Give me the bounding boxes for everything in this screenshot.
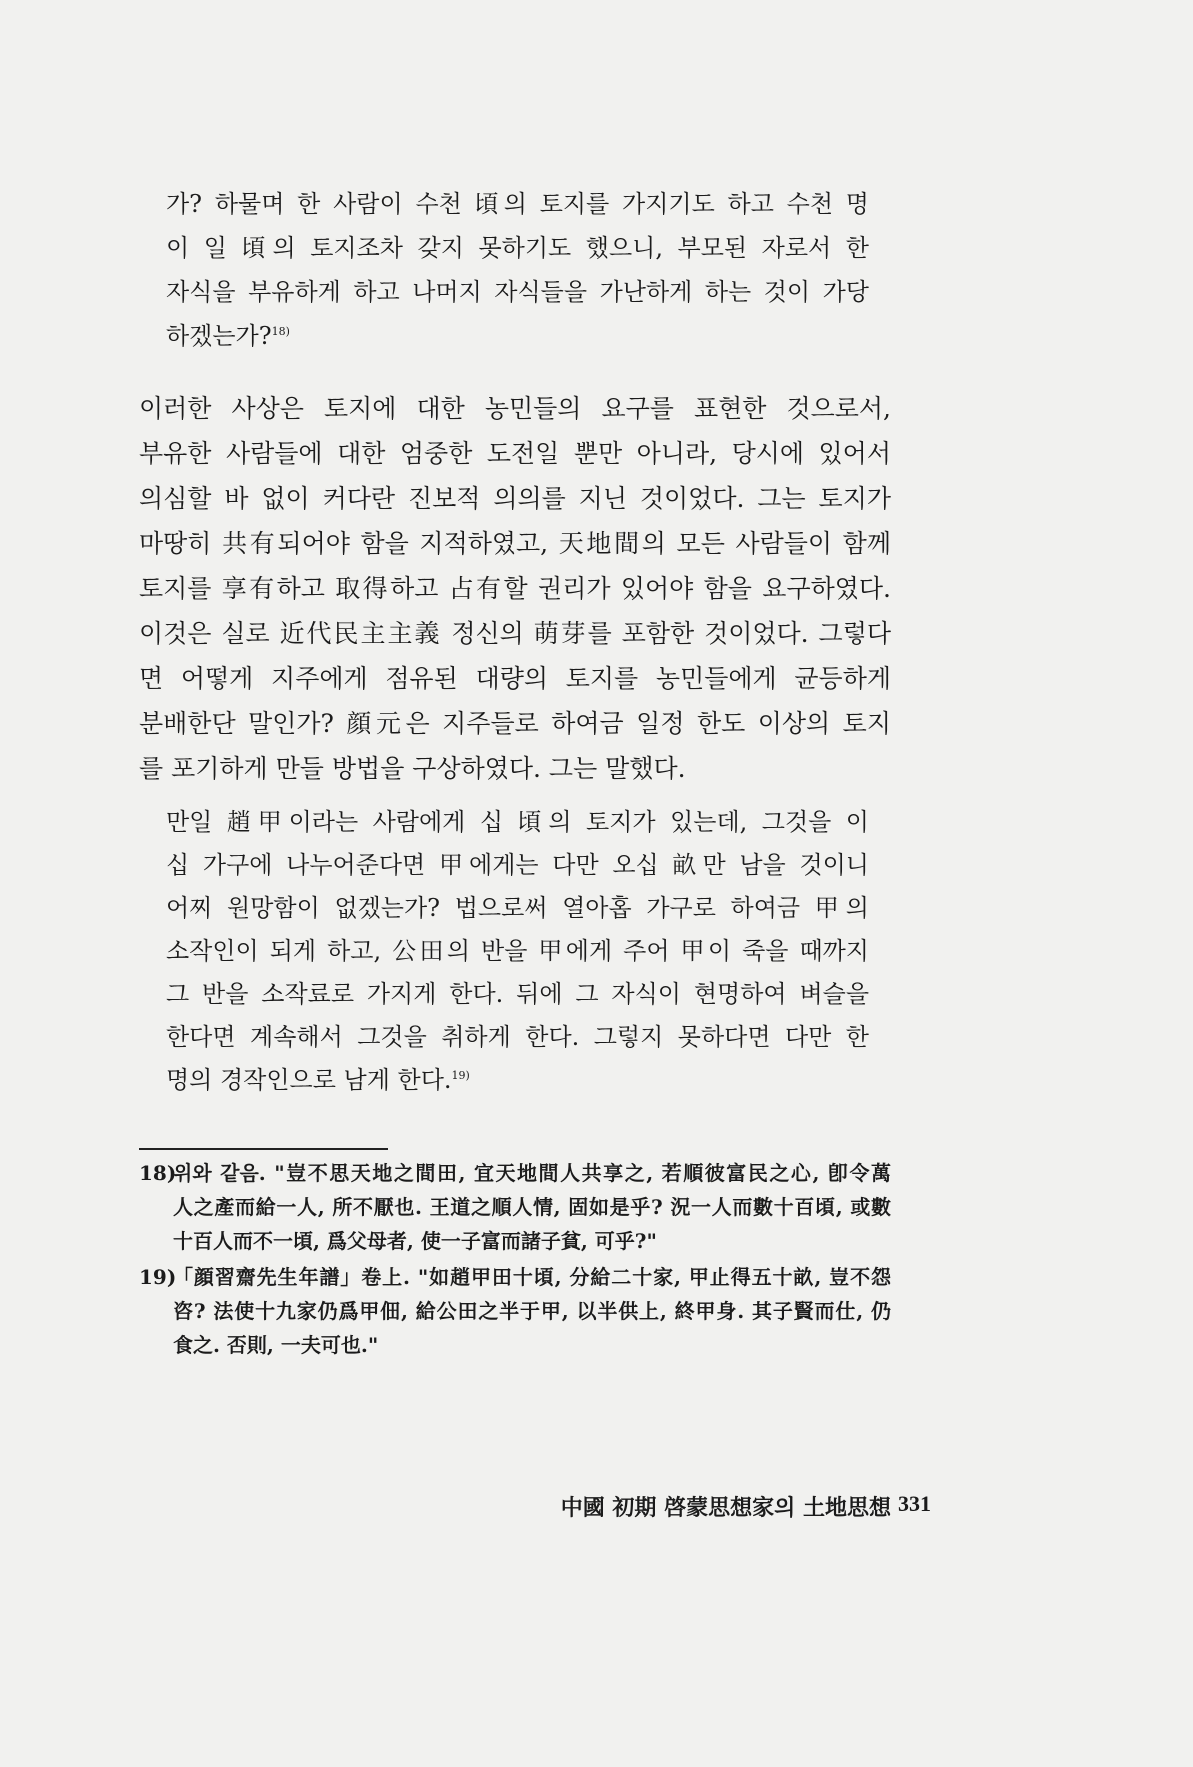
footnote-ref-18: 18) (271, 325, 290, 338)
footnote-ref-19: 19) (451, 1069, 470, 1082)
quote-line: 자식을 부유하게 하고 나머지 자식들을 가난하게 하는 것이 가당 (166, 278, 869, 306)
quote-line: 십 가구에 나누어준다면 甲에게는 다만 오십 畝만 남을 것이니 (166, 851, 869, 879)
footnote-number: 18) (139, 1161, 177, 1185)
footnote-line: 人之產而給一人, 所不厭也. 王道之順人情, 固如是乎? 況一人而數十百頃, 或數 (173, 1195, 891, 1219)
footnote-18 (139, 1156, 891, 1258)
footnote-19 (139, 1260, 891, 1362)
quote-line: 한다면 계속해서 그것을 취하게 한다. 그렇지 못하다면 다만 한 (166, 1023, 869, 1051)
quote-line-text: 명의 경작인으로 남게 한다. (166, 1066, 452, 1094)
paragraph-line: 분배한단 말인가? 顔元은 지주들로 하여금 일정 한도 이상의 토지 (139, 709, 891, 738)
body-paragraph (139, 386, 891, 791)
footnote-line: 食之. 否則, 一夫可也." (173, 1333, 379, 1357)
footnote-line: 十百人而不一頃, 爲父母者, 使一子富而諸子貧, 可乎?" (173, 1229, 657, 1253)
paragraph-line: 면 어떻게 지주에게 점유된 대량의 토지를 농민들에게 균등하게 (139, 664, 891, 693)
running-footer-title: 中國 初期 啓蒙思想家의 土地思想 (560, 1495, 891, 1521)
footnotes (139, 1156, 891, 1364)
quote-line: 만일 趙甲이라는 사람에게 십 頃의 토지가 있는데, 그것을 이 (166, 808, 869, 836)
quote-line-text: 하겠는가? (166, 322, 272, 350)
footnote-line: 위와 같음. "豈不思天地之間田, 宜天地間人共享之, 若順彼富民之心, 卽令萬 (173, 1161, 891, 1185)
quote-line: 어찌 원망함이 없겠는가? 법으로써 열아홉 가구로 하여금 甲의 (166, 894, 869, 922)
footnote-number: 19) (139, 1265, 177, 1289)
block-quote-2 (166, 801, 869, 1102)
footnote-line: 「顔習齋先生年譜」卷上. "如趙甲田十頃, 分給二十家, 甲止得五十畝, 豈不怨 (173, 1265, 891, 1289)
quote-line: 이 일 頃의 토지조차 갖지 못하기도 했으니, 부모된 자로서 한 (166, 234, 869, 262)
paragraph-line: 의심할 바 없이 커다란 진보적 의의를 지닌 것이었다. 그는 토지가 (139, 484, 891, 513)
quote-line-last (166, 314, 869, 358)
quote-line-last (166, 1059, 869, 1102)
quote-line: 가? 하물며 한 사람이 수천 頃의 토지를 가지기도 하고 수천 명 (166, 190, 869, 218)
paragraph-line: 마땅히 共有되어야 함을 지적하였고, 天地間의 모든 사람들이 함께 (139, 529, 891, 558)
paragraph-line: 토지를 享有하고 取得하고 占有할 권리가 있어야 함을 요구하였다. (139, 574, 891, 603)
paragraph-line: 이것은 실로 近代民主主義 정신의 萌芽를 포함한 것이었다. 그렇다 (139, 619, 891, 648)
paragraph-line: 를 포기하게 만들 방법을 구상하였다. 그는 말했다. (139, 754, 686, 783)
page-number: 331 (898, 1491, 931, 1516)
quote-line: 소작인이 되게 하고, 公田의 반을 甲에게 주어 甲이 죽을 때까지 (166, 937, 869, 965)
block-quote-1 (166, 182, 869, 358)
quote-line: 그 반을 소작료로 가지게 한다. 뒤에 그 자식이 현명하여 벼슬을 (166, 980, 869, 1008)
paragraph-line: 부유한 사람들에 대한 엄중한 도전일 뿐만 아니라, 당시에 있어서 (139, 439, 891, 468)
paragraph-line: 이러한 사상은 토지에 대한 농민들의 요구를 표현한 것으로서, (139, 394, 891, 423)
footnote-line: 咨? 法使十九家仍爲甲佃, 給公田之半于甲, 以半供上, 終甲身. 其子賢而仕, 仍 (173, 1299, 891, 1323)
footnote-separator-rule (139, 1148, 388, 1150)
